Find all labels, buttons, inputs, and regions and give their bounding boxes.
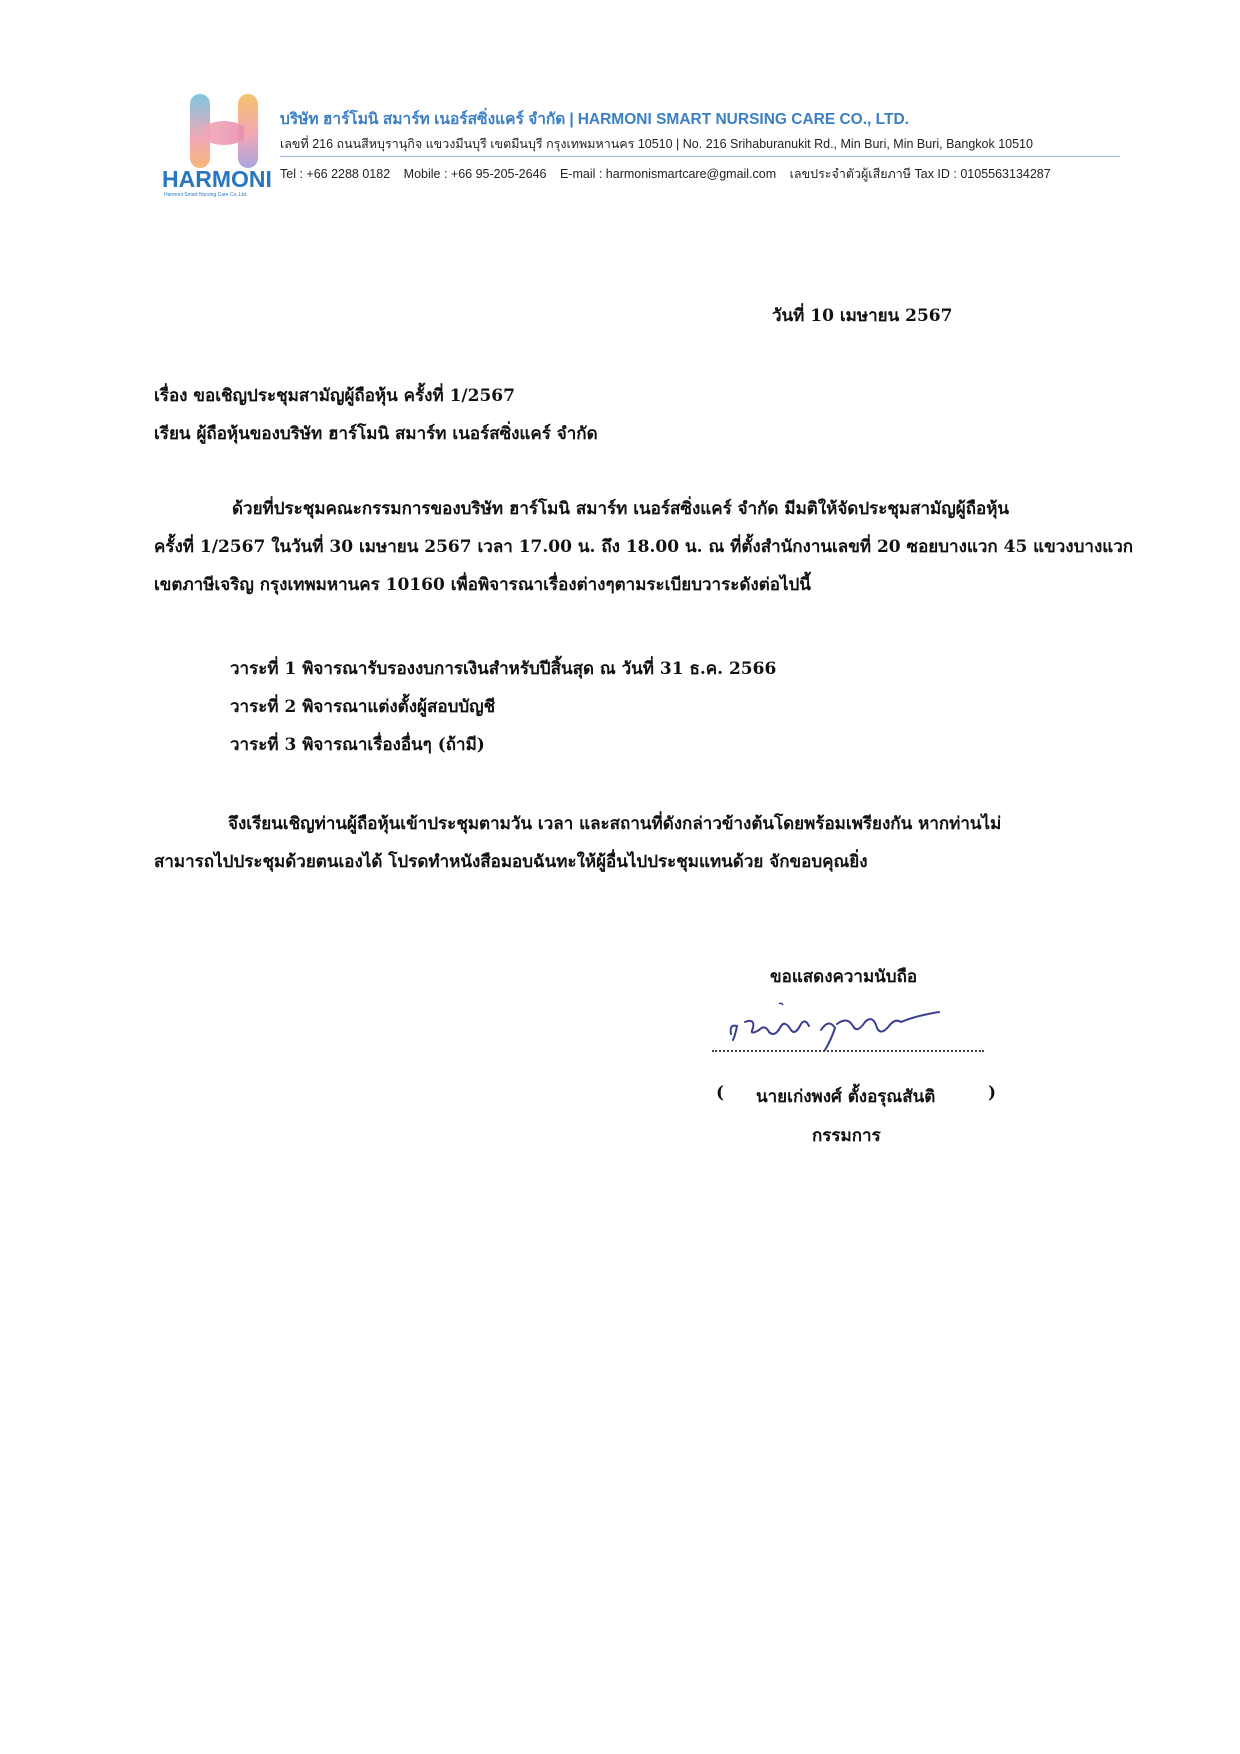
paragraph-line: ด้วยที่ประชุมคณะกรรมการของบริษัท ฮาร์โมนิ สมาร์ท เนอร์สซิ่งแคร์ จำกัด มีมติให้จัดประชุมสามัญผู้ถือหุ้น xyxy=(232,499,1010,519)
logo-wordmark: HARMONI xyxy=(162,166,272,192)
agenda-item-3: วาระที่ 3 พิจารณาเรื่องอื่นๆ (ถ้ามี) xyxy=(230,735,485,755)
close-paren: ) xyxy=(988,1083,997,1103)
open-paren: ( xyxy=(716,1083,725,1103)
letter-addressee: เรียน ผู้ถือหุ้นของบริษัท ฮาร์โมนิ สมาร์ท เนอร์สซิ่งแคร์ จำกัด xyxy=(154,424,598,444)
company-name-en: HARMONI SMART NURSING CARE CO., LTD. xyxy=(577,111,909,128)
mobile: Mobile : +66 95-205-2646 xyxy=(403,167,547,181)
signer-name: นายเก่งพงศ์ ตั้งอรุณสันติ xyxy=(756,1087,936,1107)
telephone: Tel : +66 2288 0182 xyxy=(280,167,391,181)
harmoni-h-logo-icon xyxy=(186,92,262,170)
company-name-th: บริษัท ฮาร์โมนิ สมาร์ท เนอร์สซิ่งแคร์ จำกัด xyxy=(280,111,566,128)
separator: | xyxy=(569,111,574,128)
paragraph-line: ครั้งที่ 1/2567 ในวันที่ 30 เมษายน 2567 เวลา 17.00 น. ถึง 18.00 น. ณ ที่ตั้งสำนักงานเลขที่ 20 ซอยบางแวก 45 แขวงบางแวก xyxy=(154,537,1134,557)
tax-id: เลขประจำตัวผู้เสียภาษี Tax ID : 0105563134287 xyxy=(789,167,1051,181)
closing-paragraph xyxy=(154,805,1001,881)
paragraph-line: สามารถไปประชุมด้วยตนเองได้ โปรดทำหนังสือมอบฉันทะให้ผู้อื่นไปประชุมแทนด้วย จักขอบคุณยิ่ง xyxy=(154,852,868,872)
agenda-item-2: วาระที่ 2 พิจารณาแต่งตั้งผู้สอบบัญชี xyxy=(230,697,496,717)
agenda-item-1: วาระที่ 1 พิจารณารับรองงบการเงินสำหรับปีสิ้นสุด ณ วันที่ 31 ธ.ค. 2566 xyxy=(230,659,777,679)
paragraph-line: จึงเรียนเชิญท่านผู้ถือหุ้นเข้าประชุมตามวัน เวลา และสถานที่ดังกล่าวข้างต้นโดยพร้อมเพรียงกัน หากท่านไม่ xyxy=(228,814,1002,834)
paragraph-line: เขตภาษีเจริญ กรุงเทพมหานคร 10160 เพื่อพิจารณาเรื่องต่างๆตามระเบียบวาระดังต่อไปนี้ xyxy=(154,575,811,595)
handwritten-signature xyxy=(725,996,945,1056)
email: E-mail : harmonismartcare@gmail.com xyxy=(559,167,777,181)
signature-dotted-line xyxy=(712,1050,984,1052)
company-logo xyxy=(162,86,290,204)
closing-salutation: ขอแสดงความนับถือ xyxy=(770,967,918,987)
company-address: เลขที่ 216 ถนนสีหบุรานุกิจ แขวงมีนบุรี เขตมีนบุรี กรุงเทพมหานคร 10510 | No. 216 Srihaburanukit Rd., Min Buri, Min Buri, Bangkok 10510 xyxy=(280,137,1033,151)
company-contact xyxy=(280,164,1061,184)
signer-position: กรรมการ xyxy=(812,1126,881,1146)
letterhead xyxy=(162,86,1122,206)
agenda-list xyxy=(230,650,776,764)
logo-subtitle: Harmoni Smart Nursing Care Co.,Ltd. xyxy=(164,192,248,198)
letter-date: วันที่ 10 เมษายน 2567 xyxy=(772,306,953,326)
letter-subject: เรื่อง ขอเชิญประชุมสามัญผู้ถือหุ้น ครั้งที่ 1/2567 xyxy=(154,386,515,406)
letterhead-divider xyxy=(280,156,1120,157)
company-name xyxy=(280,106,909,131)
invitation-paragraph xyxy=(154,490,1133,604)
